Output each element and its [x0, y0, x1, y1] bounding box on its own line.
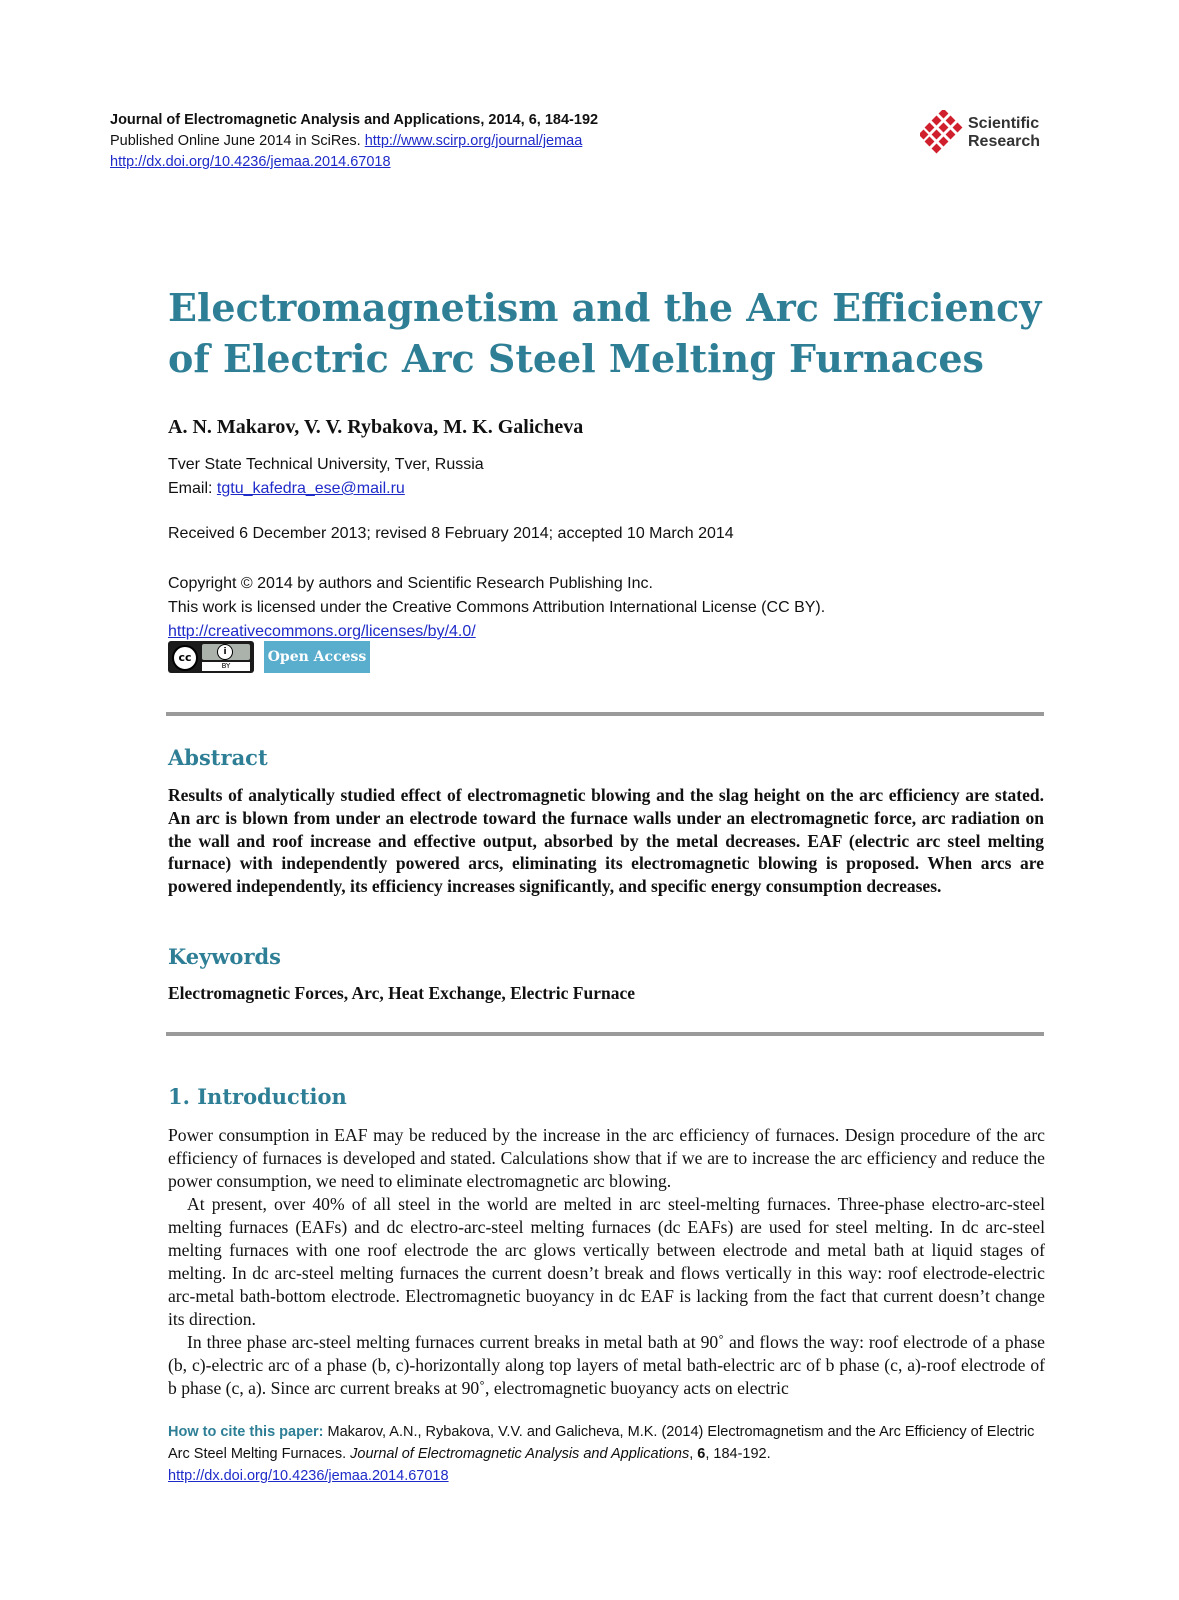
affiliation-block [168, 453, 484, 501]
citation-text: Makarov, A.N., Rybakova, V.V. and Galicheva, M.K. (2014) Electromagnetism and the Arc Efficiency of Electric Arc Steel Melting Furnaces. [168, 1424, 1035, 1462]
published-line [110, 131, 598, 152]
keywords-heading: Keywords [168, 944, 282, 969]
by-label: BY [202, 662, 250, 671]
divider-bottom [166, 1032, 1044, 1036]
published-text: Published Online June 2014 in SciRes. [110, 133, 365, 149]
divider-top [166, 712, 1044, 716]
citation-block [168, 1421, 1048, 1487]
citation-volume: 6 [697, 1446, 706, 1462]
paper-title: Electromagnetism and the Arc Efficiency of Electric Arc Steel Melting Furnaces [168, 285, 1042, 381]
logo-text [968, 115, 1040, 151]
introduction-heading: 1. Introduction [168, 1084, 347, 1109]
journal-link[interactable]: http://www.scirp.org/journal/jemaa [364, 133, 583, 149]
authors: A. N. Makarov, V. V. Rybakova, M. K. Galicheva [168, 416, 584, 438]
introduction-body [168, 1124, 1045, 1400]
abstract-text: Results of analytically studied effect of electromagnetic blowing and the slag height on the arc efficiency are stated. An arc is blown from under an electrode toward the furnace walls under an electromagnetic force, arc radiation on the wall and roof increase and effective output, absorbed by the metal decreases. EAF (electric arc steel melting furnace) with independently powered arcs, eliminating its electromagnetic blowing is proposed. When arcs are powered independently, its efficiency increases significantly, and specific energy consumption decreases. [168, 785, 1044, 897]
citation-journal: Journal of Electromagnetic Analysis and Applications [350, 1446, 690, 1462]
citation-label: How to cite this paper: [168, 1424, 328, 1440]
intro-paragraph-3: In three phase arc-steel melting furnaces current breaks in metal bath at 90˚ and flows the way: roof electrode of a phase (b, c)-electric arc of a phase (b, c)-horizontally along top layers of metal bath-electric arc of b phase (c, a)-roof electrode of b phase (c, a). Since arc current breaks at 90˚, electromagnetic buoyancy acts on electric [168, 1332, 1045, 1398]
citation-pages: , 184-192. [705, 1446, 771, 1462]
logo-line-1: Scientific [968, 115, 1040, 132]
intro-paragraph-1: Power consumption in EAF may be reduced by the increase in the arc efficiency of furnaces. Design procedure of the arc efficiency of furnaces is developed and stated. Calculations show that if we are to increase the arc efficiency and reduce the power consumption, we need to eliminate electromagnetic arc blowing. [168, 1125, 1045, 1191]
keywords-text: Electromagnetic Forces, Arc, Heat Exchange, Electric Furnace [168, 983, 636, 1003]
abstract-heading: Abstract [168, 745, 268, 770]
email-label: Email: [168, 480, 217, 497]
cc-by-badge[interactable] [168, 641, 254, 673]
attribution-icon-box [202, 644, 250, 660]
citation-doi-link[interactable]: http://dx.doi.org/10.4236/jemaa.2014.67018 [168, 1468, 449, 1484]
license-line: This work is licensed under the Creative Commons Attribution International License (CC BY). [168, 599, 826, 616]
email-link[interactable]: tgtu_kafedra_ese@mail.ru [216, 480, 405, 497]
affiliation: Tver State Technical University, Tver, Russia [168, 456, 484, 473]
scientific-research-logo[interactable] [920, 110, 1050, 160]
logo-diamonds-icon [920, 110, 966, 156]
attribution-icon: i [217, 644, 233, 660]
open-access-badge[interactable]: Open Access [264, 641, 370, 673]
citation-separator: , [689, 1446, 698, 1462]
doi-link[interactable]: http://dx.doi.org/10.4236/jemaa.2014.67018 [110, 154, 391, 170]
logo-line-2: Research [968, 133, 1041, 150]
journal-header [110, 110, 598, 173]
journal-citation-line: Journal of Electromagnetic Analysis and Applications, 2014, 6, 184-192 [110, 112, 599, 128]
copyright-line: Copyright © 2014 by authors and Scientific Research Publishing Inc. [168, 575, 653, 592]
email-line [168, 477, 484, 501]
intro-paragraph-2: At present, over 40% of all steel in the world are melted in arc steel-melting furnaces. Three-phase electro-arc-steel melting furnaces (EAFs) and dc electro-arc-steel melting furnaces (dc EAFs) are used for steel melting. In dc arc-steel melting furnaces with one roof electrode the arc glows vertically between electrode and metal bath at liquid stages of melting. In dc arc-steel melting furnaces the current doesn’t break and flows vertically in this way: roof electrode-electric arc-metal bath-bottom electrode. Electromagnetic buoyancy in dc EAF is lacking from the fact that current doesn’t change its direction. [168, 1194, 1045, 1329]
received-dates: Received 6 December 2013; revised 8 February 2014; accepted 10 March 2014 [168, 525, 734, 542]
cc-icon: cc [172, 645, 198, 671]
copyright-block [168, 572, 825, 644]
license-link[interactable]: http://creativecommons.org/licenses/by/4.0/ [168, 623, 476, 640]
